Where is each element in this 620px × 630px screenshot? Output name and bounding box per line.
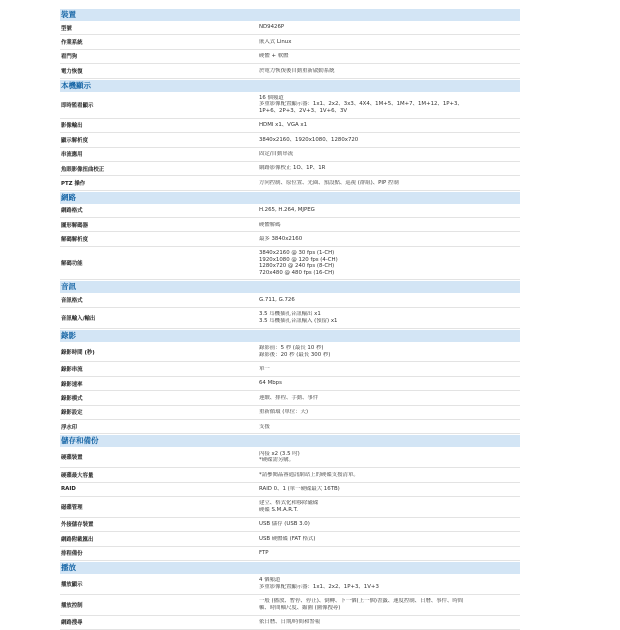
spec-value xyxy=(259,362,520,375)
spec-label: 電力恢復 xyxy=(61,68,83,75)
spec-row xyxy=(60,64,520,78)
spec-value xyxy=(259,595,520,615)
spec-row xyxy=(60,595,520,616)
spec-value-line: 單一 xyxy=(259,365,270,372)
spec-row xyxy=(60,176,520,190)
spec-value-line: 3.5 耳機插孔音訊輸出 x1 xyxy=(259,311,321,318)
section-header xyxy=(60,192,520,204)
section-title: 裝置 xyxy=(61,10,76,19)
spec-value xyxy=(259,447,520,467)
spec-label: 即時監看顯示 xyxy=(61,102,94,109)
spec-value-line: RAID 0、1 (單一硬碟最大 16TB) xyxy=(259,486,340,493)
spec-value-line: 網路影像校正 1O、1P、1R xyxy=(259,165,326,172)
spec-value xyxy=(259,247,520,280)
spec-value xyxy=(259,293,520,306)
spec-row xyxy=(60,119,520,133)
spec-row xyxy=(60,293,520,307)
spec-row xyxy=(60,497,520,518)
spec-value-line: 一般 (播放、暫停、停止)、倒轉、下一個(上一個)書籤、速度控制、日曆、事件、時間 xyxy=(259,598,464,605)
spec-value-line: 硬體解碼 xyxy=(259,221,281,228)
section-header xyxy=(60,330,520,342)
spec-value xyxy=(259,574,520,594)
spec-value xyxy=(259,391,520,404)
spec-value-line: 多重影像配置顯示器：1x1、2x2、1P+3、1V+3 xyxy=(259,583,379,590)
spec-value-line: G.711, G.726 xyxy=(259,296,295,303)
spec-row xyxy=(60,204,520,218)
spec-label: 音訊輸入/輸出 xyxy=(61,315,96,322)
spec-value xyxy=(259,35,520,48)
spec-label: 串流應用 xyxy=(61,152,83,159)
spec-label: 錄影時間 (秒) xyxy=(61,349,95,356)
spec-value-line: 嵌入式 Linux xyxy=(259,38,292,45)
spec-value-line: 內接 x2 (3.5 吋) xyxy=(259,450,300,457)
spec-value xyxy=(259,218,520,231)
section-header xyxy=(60,80,520,92)
spec-value xyxy=(259,232,520,245)
spec-value xyxy=(259,377,520,390)
spec-row xyxy=(60,406,520,420)
spec-label: 音訊格式 xyxy=(61,298,83,305)
spec-value-line: USB 儲存 (USB 3.0) xyxy=(259,521,310,528)
spec-row xyxy=(60,148,520,162)
spec-label: 魚眼影像扭曲校正 xyxy=(61,166,105,173)
spec-label: 網路附載匯出 xyxy=(61,536,94,543)
spec-value xyxy=(259,92,520,118)
spec-value-line: HDMI x1、VGA x1 xyxy=(259,122,308,129)
spec-value xyxy=(259,420,520,433)
spec-row xyxy=(60,377,520,391)
spec-label: 磁碟管理 xyxy=(61,504,83,511)
spec-value xyxy=(259,64,520,77)
spec-value-line: 3840x2160 @ 30 fps (1-CH) xyxy=(259,250,335,257)
spec-label: 錄影設定 xyxy=(61,410,83,417)
spec-row xyxy=(60,362,520,376)
section-header xyxy=(60,435,520,447)
spec-label: 硬碟裝置 xyxy=(61,455,83,462)
spec-value xyxy=(259,342,520,362)
spec-label: 錄影串流 xyxy=(61,367,83,374)
spec-label: 錄影速率 xyxy=(61,381,83,388)
spec-label: 外接儲存裝置 xyxy=(61,522,94,529)
spec-row xyxy=(60,547,520,561)
spec-value-line: 硬碟 S.M.A.R.T. xyxy=(259,506,298,513)
spec-row xyxy=(60,616,520,630)
section-title: 儲存和備份 xyxy=(61,436,99,446)
spec-row xyxy=(60,35,520,49)
section-title: 播放 xyxy=(61,562,76,572)
spec-row xyxy=(60,391,520,405)
spec-label: 解碼功能 xyxy=(61,261,83,268)
spec-value-line: H.265, H.264, MJPEG xyxy=(259,207,315,214)
spec-value-line: 硬體 + 軟體 xyxy=(259,53,289,60)
spec-value-line: *硬碟需另購。 xyxy=(259,457,295,464)
spec-value-line: *請參閱晶睿通訊網站上的硬碟支援清單。 xyxy=(259,471,359,478)
spec-row xyxy=(60,342,520,363)
spec-value xyxy=(259,497,520,517)
spec-label: RAID xyxy=(61,486,76,493)
spec-row xyxy=(60,574,520,595)
spec-row xyxy=(60,162,520,176)
spec-row xyxy=(60,420,520,434)
spec-value xyxy=(259,50,520,63)
spec-value-line: 最多 3840x2160 xyxy=(259,235,303,242)
spec-label: 網路搜尋 xyxy=(61,620,83,627)
spec-value xyxy=(259,204,520,217)
spec-value xyxy=(259,483,520,496)
spec-value-line: USB 硬體碟 (FAT 格式) xyxy=(259,535,316,542)
spec-label: 浮水印 xyxy=(61,424,78,431)
spec-row xyxy=(60,447,520,468)
spec-value xyxy=(259,547,520,560)
spec-value-line: ND9426P xyxy=(259,24,285,31)
spec-label: 圖形解碼器 xyxy=(61,222,88,229)
spec-value-line: 720x480 @ 480 fps (16-CH) xyxy=(259,269,335,276)
spec-row xyxy=(60,21,520,35)
spec-label: 作業系統 xyxy=(61,40,83,47)
spec-value xyxy=(259,148,520,161)
spec-row xyxy=(60,308,520,329)
spec-value-line: 連續、排程、手動、事件 xyxy=(259,394,319,401)
spec-row xyxy=(60,50,520,64)
spec-row xyxy=(60,218,520,232)
spec-label: PTZ 操作 xyxy=(61,181,86,187)
spec-label: 播放控制 xyxy=(61,602,83,609)
section-title: 網路 xyxy=(61,192,76,202)
spec-label: 錄影模式 xyxy=(61,395,83,402)
spec-value-line: 方向控制、原位置、光圈、預設點、巡視 (群組)、PIP 控制 xyxy=(259,179,399,186)
spec-row xyxy=(60,232,520,246)
spec-row xyxy=(60,483,520,497)
spec-value xyxy=(259,308,520,328)
spec-value-line: 64 Mbps xyxy=(259,380,282,387)
spec-label: 硬碟最大容量 xyxy=(61,472,94,479)
spec-label: 解碼解析度 xyxy=(61,237,88,244)
spec-value-line: 3.5 耳機插孔音訊輸入 (預留) x1 xyxy=(259,317,338,324)
spec-row xyxy=(60,468,520,482)
spec-value-line: 1920x1080 @ 120 fps (4-CH) xyxy=(259,256,338,263)
spec-value-line: 1280x720 @ 240 fps (8-CH) xyxy=(259,263,335,270)
section-title: 錄影 xyxy=(61,330,76,340)
spec-value-line: 1P+6、2P+3、2V+3、1V+6、3V xyxy=(259,107,348,114)
spec-value xyxy=(259,406,520,419)
spec-value-line: 重新循環 (單位：天) xyxy=(259,409,309,416)
spec-value-line: 依日曆、日期/時間和警報 xyxy=(259,619,321,626)
spec-value-line: 錄影後：20 秒 (最長 300 秒) xyxy=(259,351,331,358)
spec-value-line: 多重影像配置顯示器：1x1、2x2、3x3、4X4、1M+5、1M+7、1M+12、1P+3、 xyxy=(259,101,463,108)
spec-value-line: 支援 xyxy=(259,423,270,430)
spec-value xyxy=(259,133,520,146)
spec-value-line: 固定/自動串流 xyxy=(259,151,294,158)
section-header xyxy=(60,281,520,293)
spec-value-line: 軸、時間軸尺度、縮圖 (圖像搜尋) xyxy=(259,604,341,611)
spec-label: 排程備份 xyxy=(61,551,83,558)
spec-label: 看門狗 xyxy=(61,54,78,61)
spec-value-line: 16 個頻道 xyxy=(259,95,284,102)
spec-value xyxy=(259,176,520,189)
spec-value xyxy=(259,468,520,481)
section-title: 本機顯示 xyxy=(61,80,91,90)
spec-value-line: 於電力恢復後自動重新啟動系統 xyxy=(259,67,335,74)
spec-value xyxy=(259,162,520,175)
spec-row xyxy=(60,532,520,546)
spec-row xyxy=(60,518,520,532)
spec-sheet xyxy=(60,8,520,630)
spec-value-line: FTP xyxy=(259,550,269,557)
spec-label: 顯示解析度 xyxy=(61,137,88,144)
spec-row xyxy=(60,92,520,119)
section-title: 音訊 xyxy=(61,282,76,292)
spec-label: 網路格式 xyxy=(61,208,83,215)
spec-value-line: 錄影前：5 秒 (最長 10 秒) xyxy=(259,345,324,352)
spec-value xyxy=(259,616,520,629)
section-header xyxy=(60,562,520,574)
spec-value-line: 3840x2160、1920x1080、1280x720 xyxy=(259,136,359,143)
spec-label: 播放顯示 xyxy=(61,581,83,588)
section-header xyxy=(60,9,520,21)
spec-row xyxy=(60,133,520,147)
spec-value xyxy=(259,532,520,545)
spec-value xyxy=(259,518,520,531)
spec-value-line: 建立、格式化和移除磁碟 xyxy=(259,500,319,507)
spec-row xyxy=(60,247,520,281)
spec-value xyxy=(259,21,520,34)
spec-value-line: 4 個頻道 xyxy=(259,577,281,584)
spec-label: 影像輸出 xyxy=(61,123,83,130)
spec-label: 型號 xyxy=(61,25,72,32)
spec-value xyxy=(259,119,520,132)
